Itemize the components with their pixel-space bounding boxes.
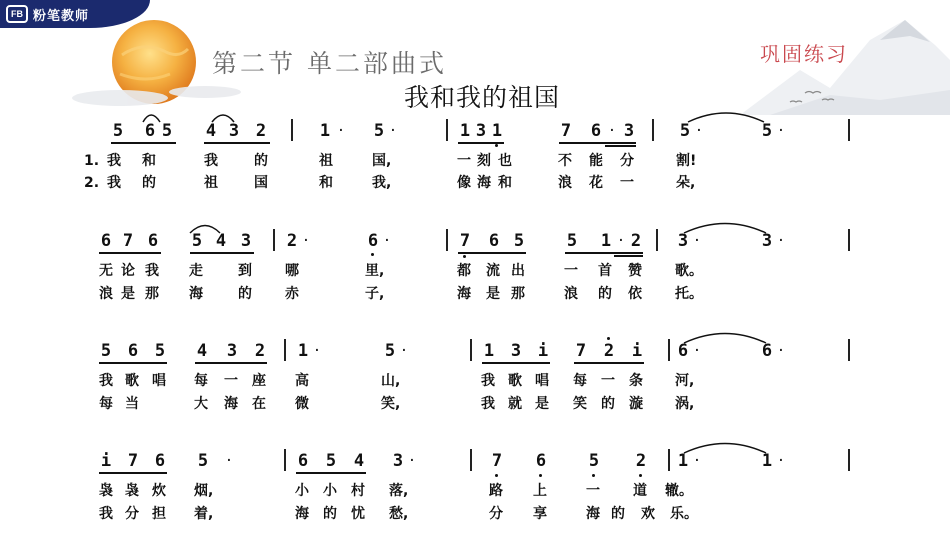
- note-dot: ·: [409, 451, 415, 471]
- lyric: 袅: [125, 483, 139, 499]
- lyric: 唱: [152, 373, 166, 389]
- lyric: 道: [633, 483, 647, 499]
- note: 1: [491, 121, 503, 141]
- note-dot: ·: [694, 451, 700, 471]
- lyric: 的: [598, 286, 612, 302]
- lyric: 漩: [629, 396, 643, 412]
- note-dot: ·: [778, 231, 784, 251]
- lyric: 歌: [125, 373, 139, 389]
- note: 6: [127, 341, 139, 361]
- lyric: 山,: [381, 373, 401, 389]
- note: 3: [623, 121, 635, 141]
- note: 3: [228, 121, 240, 141]
- lyric: 海: [295, 506, 309, 522]
- lyric: 无: [99, 263, 113, 279]
- note: 7: [560, 121, 572, 141]
- lyric: 割!: [676, 153, 697, 169]
- note: 5: [112, 121, 124, 141]
- lyric: 我: [99, 506, 113, 522]
- note-dot: ·: [390, 121, 396, 141]
- lyric: 袅: [99, 483, 113, 499]
- note: 3: [510, 341, 522, 361]
- lyric: 的: [323, 506, 337, 522]
- note: 3: [761, 231, 773, 251]
- note: 5: [161, 121, 173, 141]
- lyric: 烟,: [194, 483, 214, 499]
- note-dot: ·: [314, 341, 320, 361]
- note: 4: [353, 451, 365, 471]
- lyric: 海: [224, 396, 238, 412]
- note: 5: [384, 341, 396, 361]
- lyric: 分: [125, 506, 139, 522]
- note: 5: [191, 231, 203, 251]
- lyric: 我: [107, 175, 121, 191]
- lyric: 能: [589, 153, 603, 169]
- lyric: 落,: [389, 483, 409, 499]
- note-dot: ·: [778, 121, 784, 141]
- lyric: 依: [628, 286, 642, 302]
- note: 6: [154, 451, 166, 471]
- note: 6: [488, 231, 500, 251]
- lyric: 海: [477, 175, 491, 191]
- lyric: 国: [254, 175, 268, 191]
- lyric: 笑,: [381, 396, 401, 412]
- lyric: 小: [323, 483, 337, 499]
- note: 2: [630, 231, 642, 251]
- lyric: 哪: [285, 263, 299, 279]
- lyric: 就: [508, 396, 522, 412]
- note: 5: [373, 121, 385, 141]
- note-dot: ·: [694, 231, 700, 251]
- note-dot: ·: [618, 231, 624, 251]
- lyric: 欢: [641, 506, 655, 522]
- lyric: 一: [224, 373, 238, 389]
- lyric: 每: [194, 373, 208, 389]
- note: 2: [254, 341, 266, 361]
- lyric: 我: [145, 263, 159, 279]
- note: 1: [600, 231, 612, 251]
- lyric: 和: [498, 175, 512, 191]
- lyric: 每: [573, 373, 587, 389]
- lyric: 流: [486, 263, 500, 279]
- note: i: [100, 451, 112, 471]
- lyric: 走: [189, 263, 203, 279]
- note: 6: [535, 451, 547, 471]
- lyric: 条: [629, 373, 643, 389]
- lyric: 一: [586, 483, 600, 499]
- note: 6: [297, 451, 309, 471]
- lyric: 海: [586, 506, 600, 522]
- note: 5: [588, 451, 600, 471]
- lyric: 每: [99, 396, 113, 412]
- note: i: [631, 341, 643, 361]
- section-title: 第二节 单二部曲式: [212, 49, 447, 78]
- lyric: 上: [533, 483, 547, 499]
- note-dot: ·: [694, 341, 700, 361]
- note-dot: ·: [226, 451, 232, 471]
- lyric: 涡,: [675, 396, 695, 412]
- lyric: 的: [254, 153, 268, 169]
- lyric: 赤: [285, 286, 299, 302]
- lyric: 的: [611, 506, 625, 522]
- note: 5: [679, 121, 691, 141]
- note: 7: [122, 231, 134, 251]
- note: 5: [513, 231, 525, 251]
- note: 1: [483, 341, 495, 361]
- lyric: 祖: [319, 153, 333, 169]
- lyric: 是: [121, 286, 135, 302]
- note: 5: [197, 451, 209, 471]
- barline: [668, 449, 670, 471]
- note: 2: [255, 121, 267, 141]
- note: 6: [147, 231, 159, 251]
- lyric: 那: [511, 286, 525, 302]
- lyric: 忧: [351, 506, 365, 522]
- lyric: 海: [457, 286, 471, 302]
- lyric: 首: [598, 263, 612, 279]
- lyric: 笑: [573, 396, 587, 412]
- note-dot: ·: [401, 341, 407, 361]
- barline: [848, 449, 850, 471]
- lyric: 托。: [675, 286, 703, 302]
- note-dot: ·: [338, 121, 344, 141]
- lyric: 一: [457, 153, 471, 169]
- note: 4: [205, 121, 217, 141]
- lyric: 高: [295, 373, 309, 389]
- verse-number: 2.: [84, 175, 100, 191]
- lyric: 一: [620, 175, 634, 191]
- lyric: 像: [457, 175, 471, 191]
- lyric: 我,: [372, 175, 392, 191]
- lyric: 我: [481, 373, 495, 389]
- lyric: 座: [252, 373, 266, 389]
- lyric: 浪: [558, 175, 572, 191]
- note: 7: [459, 231, 471, 251]
- note: 3: [226, 341, 238, 361]
- lyric: 不: [558, 153, 572, 169]
- lyric: 我: [107, 153, 121, 169]
- lyric: 在: [252, 396, 266, 412]
- note-dot: ·: [609, 121, 615, 141]
- note: 5: [154, 341, 166, 361]
- note: 1: [459, 121, 471, 141]
- lyric: 愁,: [389, 506, 409, 522]
- lyric: 浪: [564, 286, 578, 302]
- lyric: 到: [238, 263, 252, 279]
- lyric: 是: [486, 286, 500, 302]
- lyric: 朵,: [676, 175, 696, 191]
- lyric: 一: [601, 373, 615, 389]
- note: 6: [761, 341, 773, 361]
- brand-mark-icon: FB: [6, 5, 28, 23]
- song-title: 我和我的祖国: [404, 83, 561, 112]
- note-dot: ·: [778, 451, 784, 471]
- lyric: 大: [194, 396, 208, 412]
- lyric: 论: [121, 263, 135, 279]
- note: 6: [144, 121, 156, 141]
- lyric: 歌。: [675, 263, 703, 279]
- note: i: [537, 341, 549, 361]
- lyric: 的: [238, 286, 252, 302]
- note: 1: [319, 121, 331, 141]
- note-dot: ·: [696, 121, 702, 141]
- note: 7: [127, 451, 139, 471]
- lyric: 里,: [365, 263, 385, 279]
- lyric: 我: [481, 396, 495, 412]
- lyric: 子,: [365, 286, 385, 302]
- note: 2: [603, 341, 615, 361]
- note: 4: [196, 341, 208, 361]
- lyric: 那: [145, 286, 159, 302]
- lyric: 和: [142, 153, 156, 169]
- lyric: 一: [564, 263, 578, 279]
- lyric: 分: [489, 506, 503, 522]
- practice-tag: 巩固练习: [760, 42, 848, 66]
- note: 3: [475, 121, 487, 141]
- note: 1: [761, 451, 773, 471]
- note: 6: [367, 231, 379, 251]
- lyric: 的: [142, 175, 156, 191]
- note: 1: [677, 451, 689, 471]
- note: 3: [677, 231, 689, 251]
- lyric: 微: [295, 396, 309, 412]
- lyric: 刻: [477, 153, 491, 169]
- lyric: 乐。: [670, 506, 698, 522]
- note: 5: [761, 121, 773, 141]
- note: 1: [297, 341, 309, 361]
- lyric: 的: [601, 396, 615, 412]
- note-dot: ·: [384, 231, 390, 251]
- note: 6: [677, 341, 689, 361]
- lyric: 花: [589, 175, 603, 191]
- lyric: 我: [204, 153, 218, 169]
- note: 3: [240, 231, 252, 251]
- note: 5: [325, 451, 337, 471]
- lyric: 国,: [372, 153, 392, 169]
- barline: [470, 449, 472, 471]
- lyric: 也: [498, 153, 512, 169]
- note-dot: ·: [778, 341, 784, 361]
- lyric: 海: [189, 286, 203, 302]
- lyric: 唱: [535, 373, 549, 389]
- lyric: 当: [125, 396, 139, 412]
- lyric: 赞: [628, 263, 642, 279]
- lyric: 着,: [194, 506, 214, 522]
- lyric: 担: [152, 506, 166, 522]
- lyric: 都: [457, 263, 471, 279]
- note: 3: [392, 451, 404, 471]
- lyric: 分: [620, 153, 634, 169]
- note: 6: [100, 231, 112, 251]
- brand-name: 粉笔教师: [33, 8, 90, 24]
- note: 7: [491, 451, 503, 471]
- lyric: 享: [533, 506, 547, 522]
- lyric: 小: [295, 483, 309, 499]
- note: 5: [100, 341, 112, 361]
- lyric: 歌: [508, 373, 522, 389]
- lyric: 炊: [152, 483, 166, 499]
- note: 2: [286, 231, 298, 251]
- note: 7: [575, 341, 587, 361]
- lyric: 是: [535, 396, 549, 412]
- lyric: 路: [489, 483, 503, 499]
- note: 2: [635, 451, 647, 471]
- note: 4: [215, 231, 227, 251]
- note: 6: [590, 121, 602, 141]
- lyric: 出: [511, 263, 525, 279]
- barline: [284, 449, 286, 471]
- lyric: 村: [351, 483, 365, 499]
- lyric: 河,: [675, 373, 695, 389]
- lyric: 和: [319, 175, 333, 191]
- lyric: 祖: [204, 175, 218, 191]
- lyric: 浪: [99, 286, 113, 302]
- note-dot: ·: [303, 231, 309, 251]
- lyric: 我: [99, 373, 113, 389]
- verse-number: 1.: [84, 153, 100, 169]
- note: 5: [566, 231, 578, 251]
- lyric: 辙。: [665, 483, 693, 499]
